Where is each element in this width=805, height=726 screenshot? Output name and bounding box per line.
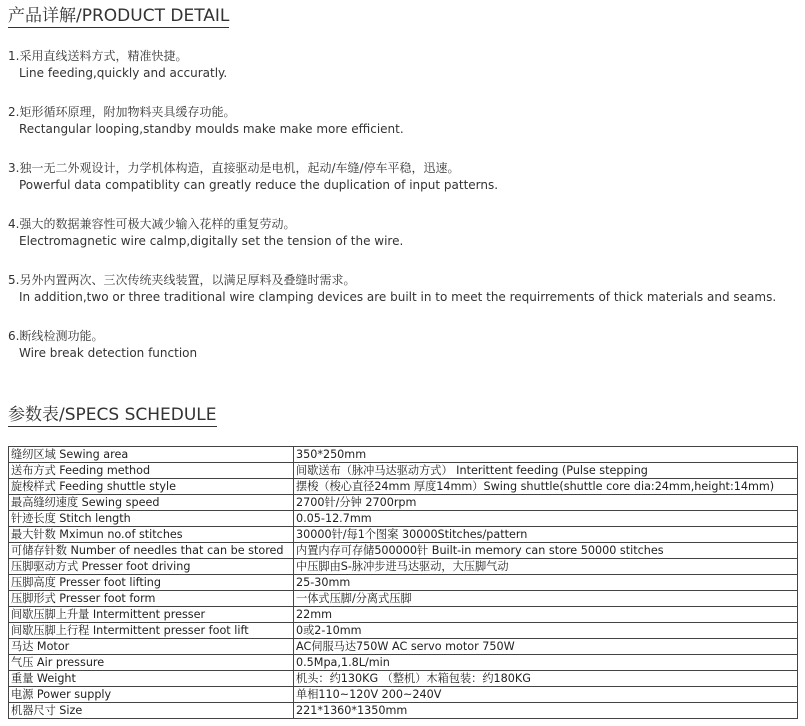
feature-en: Line feeding,quickly and accuratly. bbox=[19, 66, 228, 80]
table-row bbox=[9, 511, 798, 527]
spec-label: 缝纫区域 Sewing area bbox=[9, 447, 294, 463]
spec-label: 旋梭样式 Feeding shuttle style bbox=[9, 479, 294, 495]
feature-item bbox=[8, 216, 798, 250]
table-row bbox=[9, 623, 798, 639]
feature-item bbox=[8, 160, 798, 194]
spec-value: 0.05-12.7mm bbox=[294, 511, 798, 527]
spec-value: 30000针/每1个图案 30000Stitches/pattern bbox=[294, 527, 798, 543]
spec-value: 内置内存可存储500000针 Built-in memory can store 50000 stitches bbox=[294, 543, 798, 559]
table-row bbox=[9, 687, 798, 703]
spec-label: 重量 Weight bbox=[9, 671, 294, 687]
spec-label: 最高缝纫速度 Sewing speed bbox=[9, 495, 294, 511]
product-detail-title: 产品详解/PRODUCT DETAIL bbox=[8, 6, 230, 26]
specs-table bbox=[8, 446, 798, 719]
table-row bbox=[9, 479, 798, 495]
spec-label: 压脚高度 Presser foot lifting bbox=[9, 575, 294, 591]
spec-label: 送布方式 Feeding method bbox=[9, 463, 294, 479]
spec-label: 针迹长度 Stitch length bbox=[9, 511, 294, 527]
spec-value: 22mm bbox=[294, 607, 798, 623]
spec-value: 0.5Mpa,1.8L/min bbox=[294, 655, 798, 671]
table-row bbox=[9, 495, 798, 511]
spec-value: 25-30mm bbox=[294, 575, 798, 591]
feature-zh: 3.独一无二外观设计，力学机体构造，直接驱动是电机，起动/车缝/停车平稳，迅速。 bbox=[8, 161, 460, 175]
table-row bbox=[9, 703, 798, 719]
spec-label: 电源 Power supply bbox=[9, 687, 294, 703]
spec-label: 马达 Motor bbox=[9, 639, 294, 655]
spec-label: 压脚驱动方式 Presser foot driving bbox=[9, 559, 294, 575]
feature-zh: 5.另外内置两次、三次传统夹线装置，以满足厚料及叠缝时需求。 bbox=[8, 273, 356, 287]
table-row bbox=[9, 671, 798, 687]
spec-label: 间歇压脚上升量 Intermittent presser bbox=[9, 607, 294, 623]
feature-en: Wire break detection function bbox=[19, 346, 198, 360]
spec-label: 可储存针数 Number of needles that can be stored bbox=[9, 543, 294, 559]
feature-item bbox=[8, 48, 798, 82]
feature-en: Rectangular looping,standby moulds make make more efficient. bbox=[19, 122, 404, 136]
feature-en: Electromagnetic wire calmp,digitally set the tension of the wire. bbox=[19, 234, 404, 248]
feature-zh: 4.强大的数据兼容性可极大减少输入花样的重复劳动。 bbox=[8, 217, 296, 231]
spec-label: 压脚形式 Presser foot form bbox=[9, 591, 294, 607]
table-row bbox=[9, 447, 798, 463]
table-row bbox=[9, 575, 798, 591]
feature-item bbox=[8, 328, 798, 362]
spec-value: 间歇送布（脉冲马达驱动方式） Interittent feeding (Pulse stepping bbox=[294, 463, 798, 479]
feature-item bbox=[8, 272, 798, 306]
spec-label: 机器尺寸 Size bbox=[9, 703, 294, 719]
spec-value: 350*250mm bbox=[294, 447, 798, 463]
spec-label: 最大针数 Mximun no.of stitches bbox=[9, 527, 294, 543]
table-row bbox=[9, 639, 798, 655]
table-row bbox=[9, 655, 798, 671]
spec-value: 机头：约130KG （整机）木箱包装：约180KG bbox=[294, 671, 798, 687]
feature-en: Powerful data compatiblity can greatly reduce the duplication of input patterns. bbox=[19, 178, 499, 192]
spec-value: 中压脚由S-脉冲步进马达驱动，大压脚气动 bbox=[294, 559, 798, 575]
feature-zh: 1.采用直线送料方式，精准快捷。 bbox=[8, 49, 188, 63]
table-row bbox=[9, 591, 798, 607]
table-row bbox=[9, 543, 798, 559]
table-row bbox=[9, 559, 798, 575]
feature-zh: 6.断线检测功能。 bbox=[8, 329, 104, 343]
spec-value: 摆梭（梭心直径24mm 厚度14mm）Swing shuttle(shuttle core dia:24mm,height:14mm) bbox=[294, 479, 798, 495]
spec-value: AC伺服马达750W AC servo motor 750W bbox=[294, 639, 798, 655]
table-row bbox=[9, 527, 798, 543]
table-row bbox=[9, 463, 798, 479]
spec-label: 间歇压脚上行程 Intermittent presser foot lift bbox=[9, 623, 294, 639]
table-row bbox=[9, 607, 798, 623]
spec-value: 221*1360*1350mm bbox=[294, 703, 798, 719]
feature-zh: 2.矩形循环原理，附加物料夹具缓存功能。 bbox=[8, 105, 236, 119]
specs-title: 参数表/SPECS SCHEDULE bbox=[8, 405, 217, 425]
spec-value: 0或2-10mm bbox=[294, 623, 798, 639]
spec-label: 气压 Air pressure bbox=[9, 655, 294, 671]
feature-item bbox=[8, 104, 798, 138]
spec-value: 单相110~120V 200~240V bbox=[294, 687, 798, 703]
spec-value: 2700针/分钟 2700rpm bbox=[294, 495, 798, 511]
feature-en: In addition,two or three traditional wire clamping devices are built in to meet the requirrements of thick materials and seams. bbox=[19, 290, 777, 304]
spec-value: 一体式压脚/分离式压脚 bbox=[294, 591, 798, 607]
